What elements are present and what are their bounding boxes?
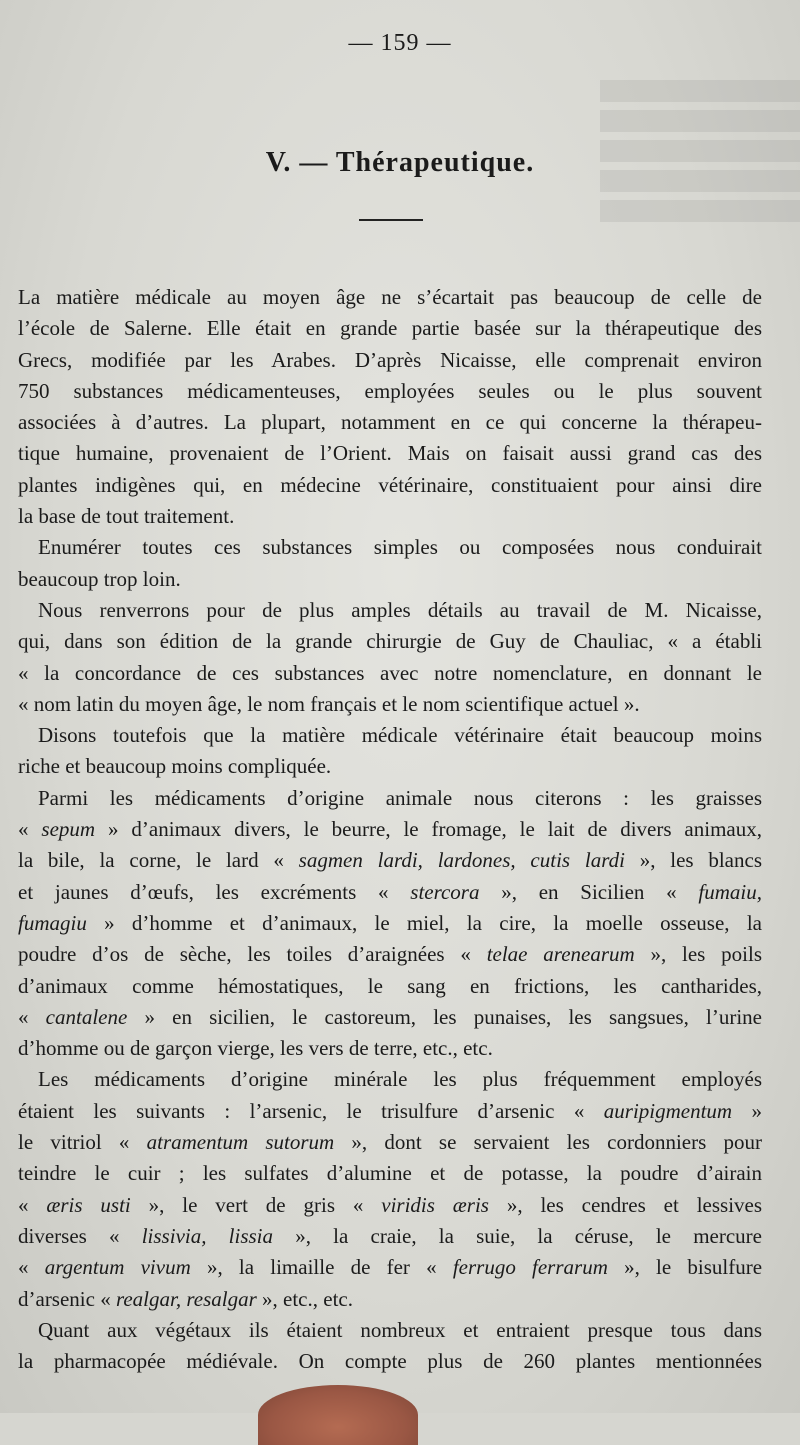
- text-line: Les médicaments d’origine minérale les plus fréquemment employés: [38, 1067, 762, 1092]
- text-line: Grecs, modifiée par les Arabes. D’après Nicaisse, elle comprenait environ: [18, 347, 762, 372]
- text-line: la bile, la corne, le lard « sagmen lardi, lardones, cutis lardi », les blancs: [18, 848, 762, 873]
- text-line: La matière médicale au moyen âge ne s’écartait pas beaucoup de celle de: [18, 285, 762, 309]
- text-line: poudre d’os de sèche, les toiles d’araignées « telae arenearum », les poils: [18, 942, 762, 967]
- text-line: et jaunes d’œufs, les excréments « stercora », en Sicilien « fumaiu,: [18, 879, 762, 904]
- text-line: « argentum vivum », la limaille de fer « ferrugo ferrarum », le bisulfure: [18, 1255, 762, 1280]
- text-line: « la concordance de ces substances avec notre nomenclature, en donnant le: [18, 660, 762, 685]
- text-line: d’animaux comme hémostatiques, le sang en frictions, les cantharides,: [18, 973, 762, 998]
- text-line: Quant aux végétaux ils étaient nombreux et entraient presque tous dans: [38, 1317, 762, 1342]
- text-line: plantes indigènes qui, en médecine vétérinaire, constituaient pour ainsi dire: [18, 472, 762, 497]
- text-line: « cantalene » en sicilien, le castoreum, les punaises, les sangsues, l’urine: [18, 1004, 762, 1029]
- text-line: teindre le cuir ; les sulfates d’alumine et de potasse, la poudre d’airain: [18, 1161, 762, 1186]
- title-divider: [359, 219, 423, 221]
- text-line: qui, dans son édition de la grande chirurgie de Guy de Chauliac, « a établi: [18, 629, 762, 654]
- section-title: V. — Thérapeutique.: [265, 147, 535, 178]
- page-number: — 159 —: [348, 30, 452, 56]
- text-line: « sepum » d’animaux divers, le beurre, le fromage, le lait de divers animaux,: [18, 817, 762, 842]
- text-line: la pharmacopée médiévale. On compte plus de 260 plantes mentionnées: [18, 1349, 762, 1374]
- text-line: étaient les suivants : l’arsenic, le trisulfure d’arsenic « auripigmentum »: [18, 1098, 762, 1123]
- text-line: Disons toutefois que la matière médicale vétérinaire était beaucoup moins: [38, 723, 762, 748]
- text-line: Parmi les médicaments d’origine animale nous citerons : les graisses: [38, 785, 762, 810]
- text-line: le vitriol « atramentum sutorum », dont se servaient les cordonniers pour: [18, 1130, 762, 1155]
- text-line: associées à d’autres. La plupart, notamment en ce qui concerne la thérapeu-: [18, 410, 762, 435]
- text-line: « æris usti », le vert de gris « viridis æris », les cendres et lessives: [18, 1192, 762, 1217]
- text-line: d’homme ou de garçon vierge, les vers de terre, etc., etc.: [18, 1036, 493, 1061]
- text-line: beaucoup trop loin.: [18, 566, 181, 591]
- body-text: [18, 282, 762, 1377]
- text-line: l’école de Salerne. Elle était en grande partie basée sur la thérapeutique des: [18, 316, 762, 341]
- text-line: riche et beaucoup moins compliquée.: [18, 754, 332, 779]
- text-line: « nom latin du moyen âge, le nom français et le nom scientifique actuel ».: [18, 691, 640, 716]
- text-line: Nous renverrons pour de plus amples détails au travail de M. Nicaisse,: [38, 597, 762, 622]
- text-line: fumagiu » d’homme et d’animaux, le miel, la cire, la moelle osseuse, la: [18, 910, 762, 935]
- text-line: Enumérer toutes ces substances simples ou composées nous conduirait: [38, 535, 762, 560]
- text-line: la base de tout traitement.: [18, 504, 235, 529]
- text-line: tique humaine, provenaient de l’Orient. Mais on faisait aussi grand cas des: [18, 441, 762, 466]
- text-line: 750 substances médicamenteuses, employées seules ou le plus souvent: [18, 378, 762, 403]
- thumb-image: [258, 1385, 418, 1445]
- text-line: d’arsenic « realgar, resalgar », etc., etc.: [18, 1286, 353, 1311]
- text-line: diverses « lissivia, lissia », la craie, la suie, la céruse, le mercure: [18, 1223, 762, 1248]
